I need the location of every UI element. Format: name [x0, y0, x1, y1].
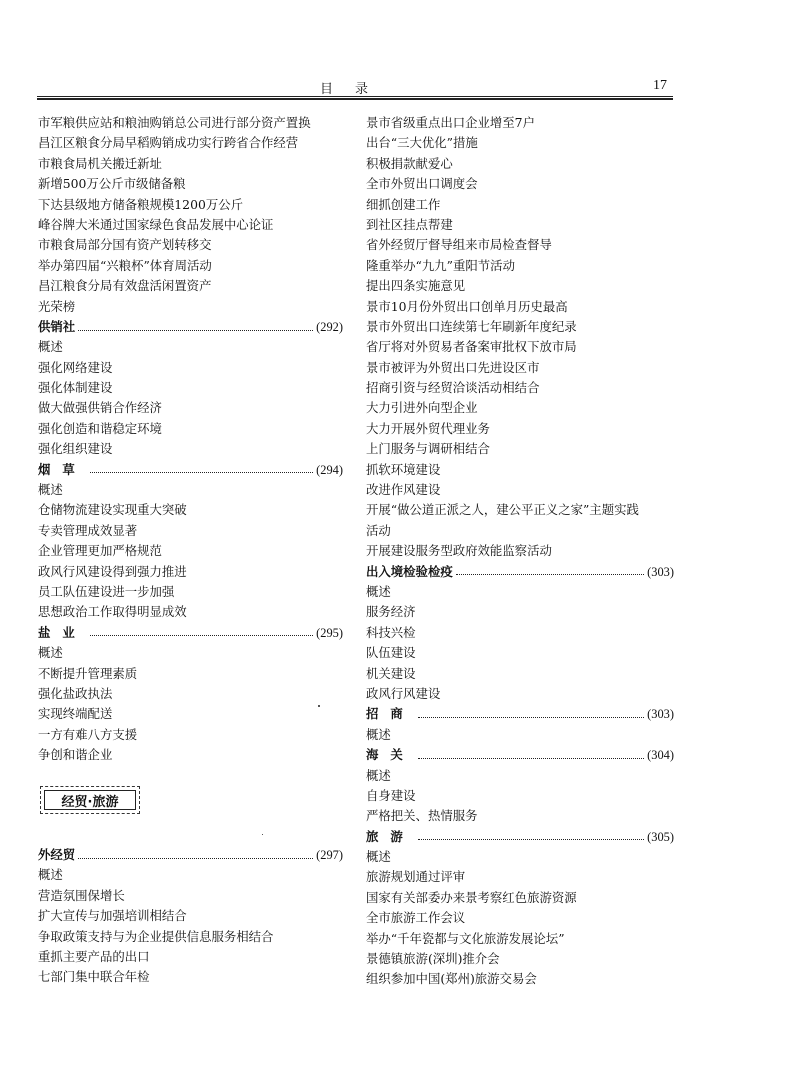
toc-entry[interactable]: 不断提升管理素质 — [38, 665, 138, 681]
toc-entry[interactable]: 专卖管理成效显著 — [38, 522, 138, 538]
dot-leader — [90, 472, 313, 473]
section-page: (303) — [647, 707, 674, 722]
toc-entry[interactable]: 提出四条实施意见 — [366, 278, 466, 294]
toc-entry[interactable]: 概述 — [366, 767, 391, 783]
toc-entry-continued[interactable]: 活动 — [366, 522, 391, 538]
toc-entry[interactable]: 做大做强供销合作经济 — [38, 400, 162, 416]
toc-entry[interactable]: 争取政策支持与为企业提供信息服务相结合 — [38, 928, 274, 944]
section-page: (295) — [316, 625, 343, 640]
toc-entry[interactable]: 概述 — [366, 726, 391, 742]
scan-speck — [318, 705, 320, 707]
toc-entry[interactable]: 队伍建设 — [366, 645, 416, 661]
dot-leader — [78, 858, 313, 859]
toc-entry[interactable]: 思想政治工作取得明显成效 — [38, 604, 187, 620]
toc-entry[interactable]: 新增500万公斤市级储备粮 — [38, 176, 186, 192]
toc-entry[interactable]: 举办“千年瓷都与文化旅游发展论坛” — [366, 930, 565, 946]
toc-left-column-lower — [38, 845, 343, 988]
toc-section-waijingmao[interactable] — [38, 845, 343, 865]
toc-entry[interactable]: 服务经济 — [366, 604, 416, 620]
toc-entry[interactable]: 举办第四届“兴粮杯”体育周活动 — [38, 257, 212, 273]
toc-entry[interactable]: 上门服务与调研相结合 — [366, 441, 490, 457]
toc-section-lvyou[interactable] — [366, 827, 674, 847]
toc-entry[interactable]: 峰谷牌大米通过国家绿色食品发展中心论证 — [38, 216, 274, 232]
section-name: 招商 — [366, 706, 415, 722]
toc-entry[interactable]: 一方有难八方支援 — [38, 726, 138, 742]
toc-entry[interactable]: 市军粮供应站和粮油购销总公司进行部分资产置换 — [38, 115, 311, 130]
toc-entry[interactable]: 扩大宣传与加强培训相结合 — [38, 908, 187, 924]
toc-entry[interactable]: 政风行风建设得到强力推进 — [38, 563, 187, 579]
toc-entry[interactable]: 招商引资与经贸洽谈活动相结合 — [366, 380, 540, 396]
toc-section-zhaoshang[interactable] — [366, 704, 674, 724]
toc-entry[interactable]: 政风行风建设 — [366, 685, 441, 701]
toc-entry[interactable]: 省厅将对外贸易者备案审批权下放市局 — [366, 339, 577, 355]
toc-entry[interactable]: 概述 — [38, 645, 63, 661]
toc-entry[interactable]: 强化盐政执法 — [38, 685, 113, 701]
toc-entry[interactable]: 旅游规划通过评审 — [366, 869, 466, 885]
section-name: 旅游 — [366, 828, 415, 844]
toc-entry[interactable]: 强化体制建设 — [38, 380, 113, 396]
section-name: 烟草 — [38, 461, 87, 477]
section-page: (297) — [316, 848, 343, 862]
toc-entry[interactable]: 市粮食局机关搬迁新址 — [38, 155, 162, 171]
toc-left-column — [38, 113, 343, 766]
toc-entry[interactable]: 景市10月份外贸出口创单月历史最高 — [366, 298, 568, 314]
toc-entry[interactable]: 概述 — [38, 339, 63, 355]
toc-entry[interactable]: 强化组织建设 — [38, 441, 113, 457]
section-name: 海关 — [366, 747, 415, 763]
toc-entry[interactable]: 抓软环境建设 — [366, 461, 441, 477]
toc-entry[interactable]: 强化网络建设 — [38, 359, 113, 375]
toc-entry[interactable]: 隆重举办“九九”重阳节活动 — [366, 257, 515, 273]
section-name: 外经贸 — [38, 847, 76, 862]
toc-entry[interactable]: 全市旅游工作会议 — [366, 910, 466, 926]
dot-leader — [456, 574, 644, 575]
toc-entry[interactable]: 下达县级地方储备粮规模1200万公斤 — [38, 196, 244, 212]
toc-entry[interactable]: 昌江区粮食分局早稻购销成功实行跨省合作经营 — [38, 135, 299, 151]
toc-entry[interactable]: 昌江粮食分局有效盘活闲置资产 — [38, 278, 212, 294]
toc-entry[interactable]: 员工队伍建设进一步加强 — [38, 583, 175, 599]
toc-entry[interactable]: 景市外贸出口连续第七年刷新年度纪录 — [366, 318, 577, 334]
toc-entry[interactable]: 概述 — [38, 867, 63, 883]
toc-entry[interactable]: 企业管理更加严格规范 — [38, 543, 162, 559]
page-number: 17 — [653, 78, 667, 93]
toc-section-churujing-jianyan[interactable] — [366, 562, 674, 582]
toc-entry[interactable]: 大力引进外向型企业 — [366, 400, 478, 416]
toc-entry[interactable]: 大力开展外贸代理业务 — [366, 420, 490, 436]
dot-leader — [418, 758, 644, 759]
toc-entry[interactable]: 国家有关部委办来景考察红色旅游资源 — [366, 889, 577, 905]
toc-entry[interactable]: 概述 — [366, 849, 391, 865]
category-banner-label: 经贸·旅游 — [44, 790, 136, 810]
toc-entry[interactable]: 概述 — [366, 583, 391, 599]
section-page: (304) — [647, 748, 674, 763]
toc-entry[interactable]: 开展“做公道正派之人，建公平正义之家”主题实践 — [366, 502, 639, 518]
toc-entry[interactable]: 到社区挂点帮建 — [366, 216, 453, 232]
toc-entry[interactable]: 强化创造和谐稳定环境 — [38, 420, 162, 436]
category-banner — [40, 786, 140, 814]
header-rule-thin — [37, 96, 673, 97]
section-page: (305) — [647, 829, 674, 844]
running-header — [37, 78, 673, 97]
dot-leader — [90, 635, 313, 636]
toc-entry[interactable]: 景德镇旅游(深圳)推介会 — [366, 951, 500, 967]
toc-entry[interactable]: 光荣榜 — [38, 298, 76, 314]
dot-leader — [418, 717, 644, 718]
toc-entry[interactable]: 出台“三大优化”措施 — [366, 135, 478, 151]
toc-entry[interactable]: 改进作风建设 — [366, 482, 441, 498]
section-page: (303) — [647, 564, 674, 579]
toc-entry[interactable]: 重抓主要产品的出口 — [38, 948, 150, 964]
section-name: 供销社 — [38, 318, 76, 334]
toc-entry[interactable]: 积极捐款献爱心 — [366, 155, 453, 171]
toc-entry[interactable]: 实现终端配送 — [38, 706, 113, 722]
toc-section-yancao[interactable] — [38, 460, 343, 480]
toc-entry[interactable]: 组织参加中国(郑州)旅游交易会 — [366, 971, 537, 987]
dot-leader — [418, 839, 644, 840]
toc-section-gongxiaoshe[interactable] — [38, 317, 343, 337]
toc-entry[interactable]: 概述 — [38, 482, 63, 498]
toc-entry[interactable]: 科技兴检 — [366, 624, 416, 640]
scan-speck — [262, 834, 263, 835]
toc-entry[interactable]: 景市被评为外贸出口先进设区市 — [366, 359, 540, 375]
toc-entry[interactable]: 七部门集中联合年检 — [38, 969, 150, 985]
header-rule-thick — [37, 98, 673, 100]
toc-section-haiguan[interactable] — [366, 745, 674, 765]
section-page: (292) — [316, 319, 343, 334]
toc-entry[interactable]: 机关建设 — [366, 665, 416, 681]
toc-entry[interactable]: 严格把关、热情服务 — [366, 808, 478, 824]
toc-entry[interactable]: 仓储物流建设实现重大突破 — [38, 502, 187, 518]
dot-leader — [78, 330, 313, 331]
toc-section-yanye[interactable] — [38, 623, 343, 643]
toc-right-column — [366, 113, 674, 990]
toc-entry[interactable]: 景市省级重点出口企业增至7户 — [366, 115, 535, 130]
section-name: 出入境检验检疫 — [366, 563, 453, 579]
header-title: 目录 — [319, 82, 390, 97]
toc-entry[interactable]: 开展建设服务型政府效能监察活动 — [366, 543, 552, 559]
toc-entry[interactable]: 自身建设 — [366, 787, 416, 803]
toc-entry[interactable]: 细抓创建工作 — [366, 196, 441, 212]
toc-entry[interactable]: 市粮食局部分国有资产划转移交 — [38, 237, 212, 253]
toc-entry[interactable]: 全市外贸出口调度会 — [366, 176, 478, 192]
toc-entry[interactable]: 争创和谐企业 — [38, 747, 113, 763]
toc-entry[interactable]: 营造氛围保增长 — [38, 887, 125, 903]
section-page: (294) — [316, 462, 343, 477]
toc-entry[interactable]: 省外经贸厅督导组来市局检查督导 — [366, 237, 552, 253]
section-name: 盐业 — [38, 624, 87, 640]
